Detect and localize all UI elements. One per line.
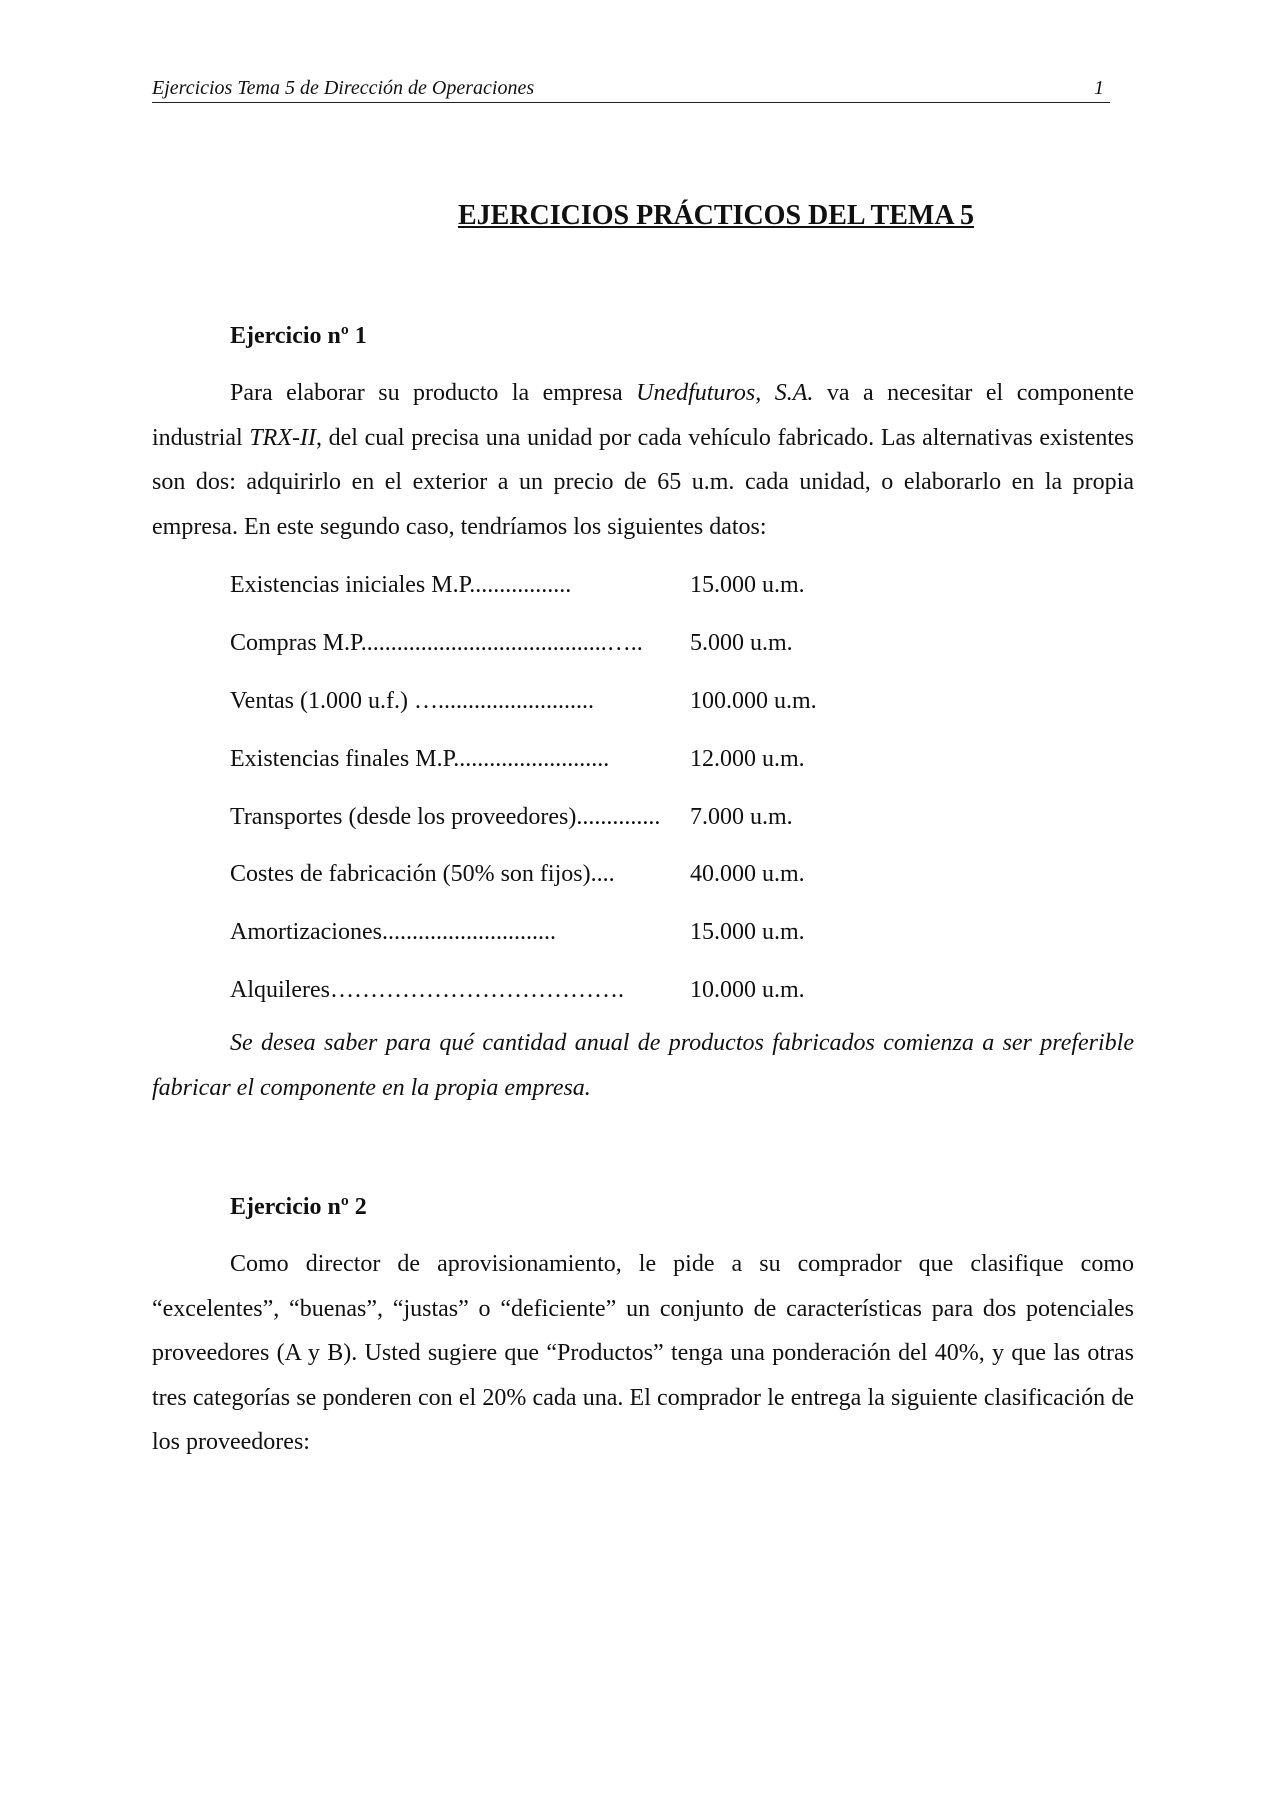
header-title: Ejercicios Tema 5 de Dirección de Operaciones [152,77,535,99]
data-value: 15.000 u.m. [690,919,805,946]
data-value: 10.000 u.m. [690,976,805,1003]
data-value: 7.000 u.m. [690,803,793,830]
data-value: 15.000 u.m. [690,572,805,599]
intro-text-2: va a necesitar el componente industrial [152,380,1134,451]
data-label: Amortizaciones............................. [230,919,556,946]
data-label: Alquileres………………………………. [230,976,624,1003]
page-header [152,74,1110,103]
data-label: Ventas (1.000 u.f.) ….......................... [230,687,594,714]
data-row [230,557,1134,615]
exercise-2-heading: Ejercicio nº 2 [230,1194,367,1220]
data-value: 5.000 u.m. [690,630,793,657]
exercise-1-intro [152,371,1134,549]
data-label: Costes de fabricación (50% son fijos).... [230,861,615,888]
intro-text-3: , del cual precisa una unidad por cada vehículo fabricado. Las alternativas existentes son dos: adquirirlo en el exterior a un precio de 65 u.m. cada unidad, o elaborarlo en la propia empresa. En este segundo caso, tendríamos los siguientes datos: [152,424,1135,540]
exercise-2-text: Como director de aprovisionamiento, le pide a su comprador que clasifique como “excelentes”, “buenas”, “justas” o “deficiente” un conjunto de características para dos potenciales proveedores (A y B). Usted sugiere que “Productos” tenga una ponderación del 40%, y que las otras tres categorías se ponderen con el 20% cada una. El comprador le entrega la siguiente clasificación de los proveedores: [152,1251,1134,1455]
data-value: 40.000 u.m. [690,861,805,888]
data-label: Compras M.P.........................................….. [230,630,643,657]
data-row [230,846,1134,904]
data-row [230,788,1134,846]
data-row [230,615,1134,673]
intro-text-1: Para elaborar su producto la empresa [230,380,637,406]
data-row [230,730,1134,788]
data-label: Existencias iniciales M.P................. [230,572,572,599]
data-row [230,673,1134,731]
page-number: 1 [1094,77,1104,99]
data-row [230,904,1134,962]
data-row [230,962,1134,1020]
document-title: EJERCICIOS PRÁCTICOS DEL TEMA 5 [457,200,975,231]
data-value: 12.000 u.m. [690,745,805,772]
data-label: Existencias finales M.P.......................... [230,745,610,772]
cost-data-list [152,557,1134,1019]
exercise-2-section [152,1190,1134,1465]
component-name: TRX-II [249,424,316,451]
exercise-1-question: Se desea saber para qué cantidad anual de productos fabricados comienza a ser preferible fabricar el componente en la propia empresa. [152,1030,1134,1101]
data-value: 100.000 u.m. [690,687,817,714]
company-name: Unedfuturos, S.A. [636,380,814,406]
data-label: Transportes (desde los proveedores).............. [230,803,661,830]
exercise-1-heading: Ejercicio nº 1 [230,323,367,349]
exercise-1-section [152,319,1134,1110]
